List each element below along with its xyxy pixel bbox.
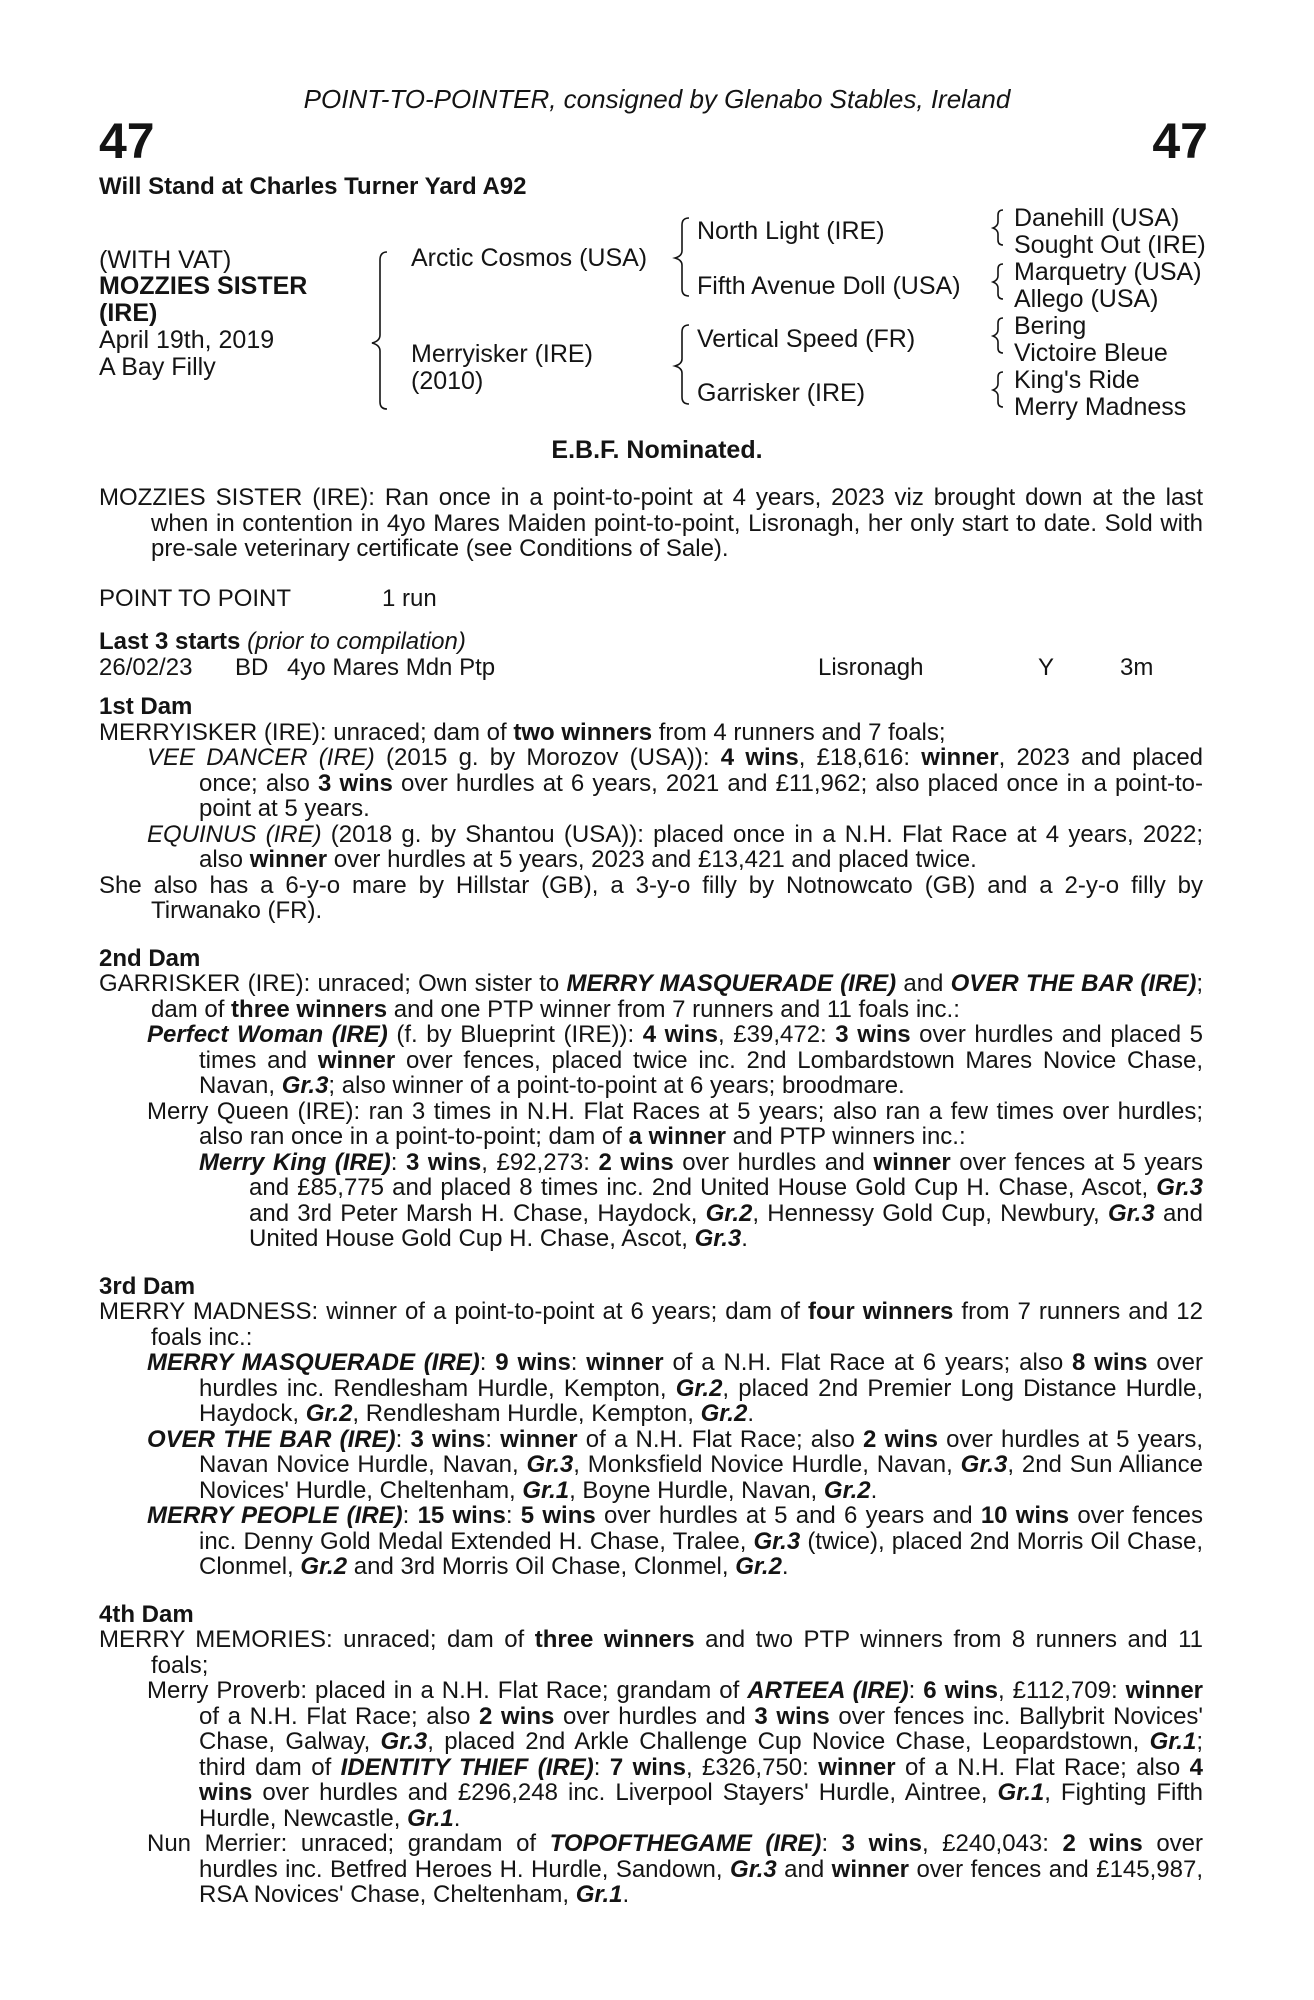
progeny-merry-proverb: Merry Proverb: placed in a N.H. Flat Race; grandam of ARTEEA (IRE): 6 wins, £112,709: winner of a N.H. Flat Race; also 2 wins over hurdles and 3 wins over fences inc. Ballybrit Novices' Chase, Galway, Gr.3, placed 2nd Arkle Challenge Cup Novice Chase, Leopardstown, Gr.1; third dam of IDENTITY THIEF (IRE): 7 wins, £326,750: winner of a N.H. Flat Race; also 4 wins over hurdles and £296,248 inc. Liverpool Stayers' Hurdle, Aintree, Gr.1, Fighting Fifth Hurdle, Newcastle, Gr.1. xyxy=(147,1677,1204,1832)
gen3-bracket-2 xyxy=(993,264,1003,299)
sire-dam: Fifth Avenue Doll (USA) xyxy=(697,272,961,300)
horse-name: MOZZIES SISTER xyxy=(99,272,308,300)
catalogue-body xyxy=(99,485,1203,1908)
gen3-6: Victoire Bleue xyxy=(1014,339,1168,367)
consignor-caption: POINT-TO-POINTER, consigned by Glenabo Stables, Ireland xyxy=(303,84,1011,114)
progeny-equinus: EQUINUS (IRE) (2018 g. by Shantou (USA)): placed once in a N.H. Flat Race at 4 years, 2022; also winner over hurdles at 5 years, 2023 and £13,421 and placed twice. xyxy=(147,820,1203,873)
sire-sire: North Light (IRE) xyxy=(697,217,885,245)
progeny-merry-queen: Merry Queen (IRE): ran 3 times in N.H. Flat Races at 5 years; also ran a few times over hurdles; also ran once in a point-to-point; dam of a winner and PTP winners inc.: xyxy=(147,1097,1203,1150)
progeny-vee-dancer: VEE DANCER (IRE) (2015 g. by Morozov (USA)): 4 wins, £18,616: winner, 2023 and placed once; also 3 wins over hurdles at 6 years, 2021 and £11,962; also placed once in a point-to-point at 5 years. xyxy=(147,744,1204,822)
fourth-dam-heading: 4th Dam xyxy=(99,1600,194,1628)
horse-description: A Bay Filly xyxy=(99,353,216,381)
gen3-4: Allego (USA) xyxy=(1014,285,1159,313)
dam: Merryisker (IRE) xyxy=(411,340,593,368)
gen3-8: Merry Madness xyxy=(1014,393,1187,421)
second-dam-text: GARRISKER (IRE): unraced; Own sister to MERRY MASQUERADE (IRE) and OVER THE BAR (IRE); dam of three winners and one PTP winner from 7 runners and 11 foals inc.: xyxy=(99,970,1204,1023)
fourth-dam-text: MERRY MEMORIES: unraced; dam of three winners and two PTP winners from 8 runners and 11 foals; xyxy=(99,1626,1203,1679)
gen2-upper-bracket xyxy=(675,218,689,296)
progeny-over-the-bar: OVER THE BAR (IRE): 3 wins: winner of a N.H. Flat Race; also 2 wins over hurdles at 5 years, Navan Novice Hurdle, Navan, Gr.3, Monksfield Novice Hurdle, Navan, Gr.3, 2nd Sun Alliance Novices' Hurdle, Cheltenham, Gr.1, Boyne Hurdle, Navan, Gr.2. xyxy=(147,1425,1204,1504)
third-dam-heading: 3rd Dam xyxy=(99,1272,196,1300)
dam-dam: Garrisker (IRE) xyxy=(697,379,866,407)
horse-summary: MOZZIES SISTER (IRE): Ran once in a point-to-point at 4 years, 2023 viz brought down at the last when in contention in 4yo Mares Maiden point-to-point, Lisronagh, her only start to date. Sold with pre-sale veterinary certificate (see Conditions of Sale). xyxy=(99,484,1203,562)
first-dam-also: She also has a 6-y-o mare by Hillstar (GB), a 3-y-o filly by Notnowcato (GB) and a 2-y-o filly by Tirwanako (FR). xyxy=(99,871,1203,924)
gen3-3: Marquetry (USA) xyxy=(1014,258,1202,286)
vat-note: (WITH VAT) xyxy=(99,246,232,274)
gen2-lower-bracket xyxy=(675,325,689,404)
foaling-date: April 19th, 2019 xyxy=(99,326,275,354)
ptp-summary: POINT TO POINT 1 run xyxy=(99,584,437,612)
second-dam-heading: 2nd Dam xyxy=(99,944,201,972)
gen1-bracket xyxy=(372,252,387,409)
gen3-7: King's Ride xyxy=(1014,366,1140,394)
dam-year: (2010) xyxy=(411,367,484,395)
progeny-merry-masquerade: MERRY MASQUERADE (IRE): 9 wins: winner of a N.H. Flat Race at 6 years; also 8 wins over hurdles inc. Rendlesham Hurdle, Kempton, Gr.2, placed 2nd Premier Long Distance Hurdle, Haydock, Gr.2, Rendlesham Hurdle, Kempton, Gr.2. xyxy=(147,1349,1204,1427)
horse-name-suffix: (IRE) xyxy=(99,299,158,327)
gen3-2: Sought Out (IRE) xyxy=(1014,231,1206,259)
ebf-nominated: E.B.F. Nominated. xyxy=(551,436,763,464)
lot-number-right: 47 xyxy=(1152,113,1208,169)
dam-sire: Vertical Speed (FR) xyxy=(697,325,916,353)
gen3-1: Danehill (USA) xyxy=(1014,204,1180,232)
third-dam-text: MERRY MADNESS: winner of a point-to-point at 6 years; dam of four winners from 7 runners and 12 foals inc.: xyxy=(99,1298,1203,1351)
gen3-bracket-3 xyxy=(993,318,1003,353)
progeny-perfect-woman: Perfect Woman (IRE) (f. by Blueprint (IRE)): 4 wins, £39,472: 3 wins over hurdles and placed 5 times and winner over fences, placed twice inc. 2nd Lombardstown Mares Novice Chase, Navan, Gr.3; also winner of a point-to-point at 6 years; broodmare. xyxy=(147,1021,1204,1099)
first-dam-text: MERRYISKER (IRE): unraced; dam of two winners from 4 runners and 7 foals; xyxy=(99,718,946,746)
stand-location: Will Stand at Charles Turner Yard A92 xyxy=(99,173,527,200)
last-starts-heading: Last 3 starts (prior to compilation) xyxy=(99,628,466,655)
progeny-merry-people: MERRY PEOPLE (IRE): 15 wins: 5 wins over hurdles at 5 and 6 years and 10 wins over fences inc. Denny Gold Medal Extended H. Chase, Tralee, Gr.3 (twice), placed 2nd Morris Oil Chase, Clonmel, Gr.2 and 3rd Morris Oil Chase, Clonmel, Gr.2. xyxy=(147,1502,1204,1580)
gen3-5: Bering xyxy=(1014,312,1087,340)
progeny-nun-merrier: Nun Merrier: unraced; grandam of TOPOFTHEGAME (IRE): 3 wins, £240,043: 2 wins over hurdles inc. Betfred Heroes H. Hurdle, Sandown, Gr.3 and winner over fences and £145,987, RSA Novices' Chase, Cheltenham, Gr.1. xyxy=(147,1830,1204,1908)
lot-number-left: 47 xyxy=(99,113,155,169)
gen3-bracket-1 xyxy=(993,210,1003,245)
gen3-bracket-4 xyxy=(993,372,1003,407)
first-dam-heading: 1st Dam xyxy=(99,693,193,720)
grandprogeny-merry-king: Merry King (IRE): 3 wins, £92,273: 2 wins over hurdles and winner over fences at 5 years and £85,775 and placed 8 times inc. 2nd United House Gold Cup H. Chase, Ascot, Gr.3 and 3rd Peter Marsh H. Chase, Haydock, Gr.2, Hennessy Gold Cup, Newbury, Gr.3 and United House Gold Cup H. Chase, Ascot, Gr.3. xyxy=(199,1148,1203,1252)
sire: Arctic Cosmos (USA) xyxy=(411,244,648,272)
last-start-row: 26/02/23 BD 4yo Mares Mdn Ptp Lisronagh Y 3m xyxy=(99,653,1154,681)
